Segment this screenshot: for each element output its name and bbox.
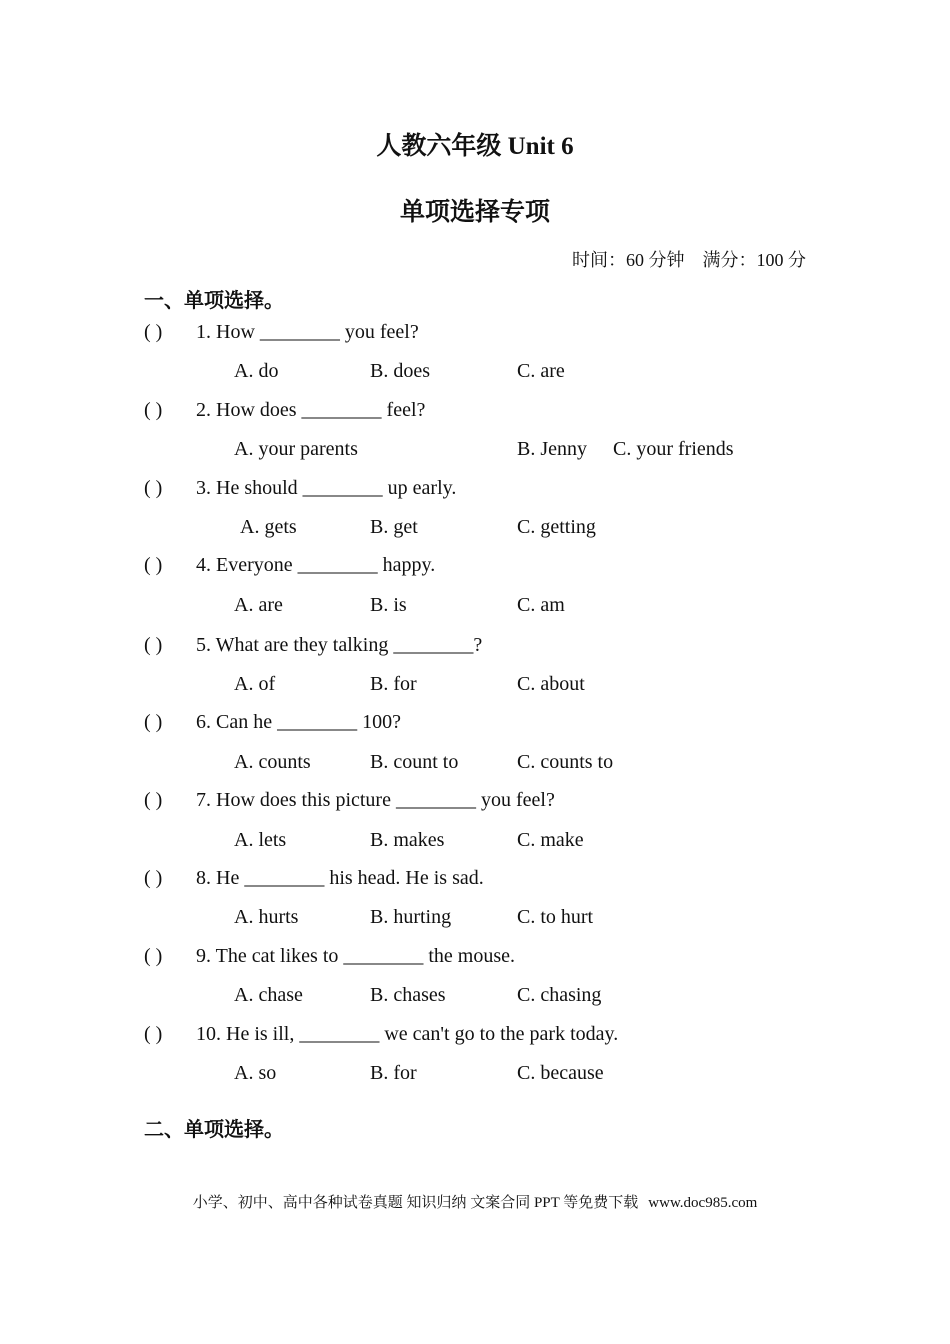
option-b: B. Jenny: [517, 438, 587, 460]
answer-blank: ( ): [144, 711, 163, 733]
option-a: A. so: [234, 1062, 277, 1084]
question-text: 5. What are they talking ________?: [196, 634, 483, 656]
question-text: 8. He ________ his head. He is sad.: [196, 867, 484, 889]
option-c: C. counts to: [517, 751, 614, 773]
option-b: B. is: [370, 594, 407, 616]
question-text: 3. He should ________ up early.: [196, 477, 457, 499]
footer-link[interactable]: www.doc985.com: [648, 1195, 758, 1211]
option-a: A. chase: [234, 984, 303, 1006]
option-c: C. to hurt: [517, 906, 594, 928]
option-c: C. chasing: [517, 984, 602, 1006]
option-b: B. hurting: [370, 906, 452, 928]
options-row: [0, 1062, 950, 1092]
option-a: A. your parents: [234, 438, 358, 460]
question-text: 2. How does ________ feel?: [196, 399, 426, 421]
option-a: A. of: [234, 673, 276, 695]
question-text: 10. He is ill, ________ we can't go to the park today.: [196, 1023, 619, 1045]
options-row: [0, 906, 950, 936]
option-c: C. because: [517, 1062, 604, 1084]
answer-blank: ( ): [144, 634, 163, 656]
option-c: C. make: [517, 829, 584, 851]
section-heading-2: 二、单项选择。: [144, 1119, 284, 1141]
option-b: B. for: [370, 1062, 417, 1084]
option-b: B. makes: [370, 829, 445, 851]
option-c: C. am: [517, 594, 565, 616]
question-text: 7. How does this picture ________ you feel?: [196, 789, 555, 811]
option-a: A. hurts: [234, 906, 299, 928]
option-c: C. are: [517, 360, 565, 382]
options-row: [0, 516, 950, 546]
question-text: 6. Can he ________ 100?: [196, 711, 401, 733]
answer-blank: ( ): [144, 321, 163, 343]
answer-blank: ( ): [144, 399, 163, 421]
answer-blank: ( ): [144, 867, 163, 889]
option-c: C. getting: [517, 516, 596, 538]
time-label: 时间：60 分钟: [572, 250, 685, 270]
page-footer: [0, 1191, 950, 1212]
document-title: 人教六年级 Unit 6: [376, 133, 574, 160]
option-a: A. are: [234, 594, 283, 616]
question-text: 9. The cat likes to ________ the mouse.: [196, 945, 516, 967]
answer-blank: ( ): [144, 789, 163, 811]
section-heading-1: 一、单项选择。: [144, 290, 284, 312]
option-b: B. chases: [370, 984, 446, 1006]
option-c: C. your friends: [613, 438, 734, 460]
options-row: [0, 438, 950, 468]
answer-blank: ( ): [144, 554, 163, 576]
question-text: 4. Everyone ________ happy.: [196, 554, 436, 576]
exam-info: [572, 246, 806, 272]
options-row: [0, 673, 950, 703]
option-a: A. lets: [234, 829, 287, 851]
document-subtitle: 单项选择专项: [399, 199, 550, 226]
answer-blank: ( ): [144, 1023, 163, 1045]
answer-blank: ( ): [144, 477, 163, 499]
options-row: [0, 984, 950, 1014]
answer-blank: ( ): [144, 945, 163, 967]
options-row: [0, 751, 950, 781]
question-text: 1. How ________ you feel?: [196, 321, 419, 343]
option-b: B. for: [370, 673, 417, 695]
option-b: B. count to: [370, 751, 459, 773]
score-label: 满分：100 分: [702, 250, 806, 270]
option-a: A. counts: [234, 751, 311, 773]
option-a: A. gets: [240, 516, 297, 538]
option-b: B. does: [370, 360, 430, 382]
options-row: [0, 594, 950, 624]
option-a: A. do: [234, 360, 279, 382]
footer-text: 小学、初中、高中各种试卷真题 知识归纳 文案合同 PPT 等免费下载: [192, 1195, 639, 1211]
options-row: [0, 360, 950, 390]
option-b: B. get: [370, 516, 418, 538]
option-c: C. about: [517, 673, 585, 695]
options-row: [0, 829, 950, 859]
